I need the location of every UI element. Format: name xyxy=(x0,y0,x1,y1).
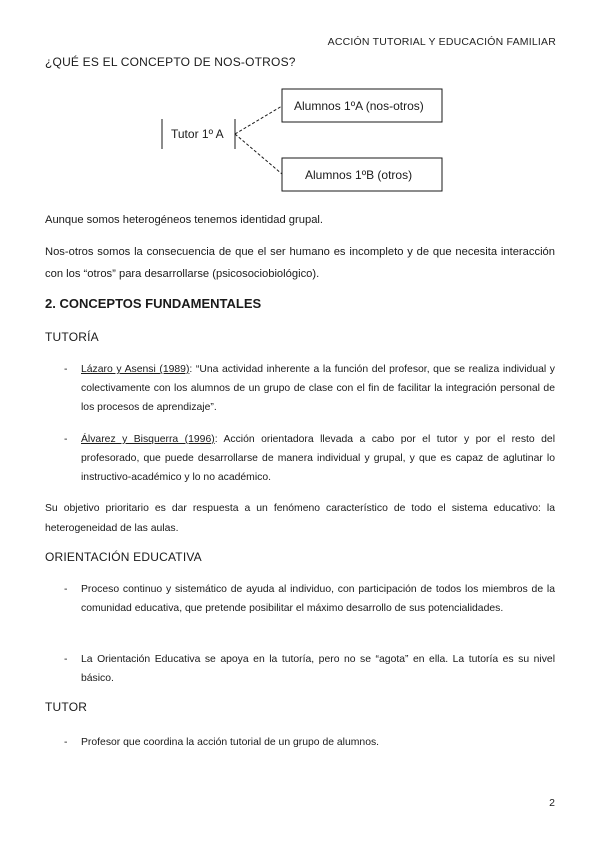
paragraph-identidad: Aunque somos heterogéneos tenemos identidad grupal. xyxy=(45,214,324,226)
connector-to-group-b xyxy=(235,134,282,174)
citation-lazaro: Lázaro y Asensi (1989) xyxy=(81,364,190,375)
bullet-marker: - xyxy=(64,434,68,445)
heading-tutoria: TUTORÍA xyxy=(45,330,99,344)
page-number: 2 xyxy=(549,797,555,809)
group-a-label: Alumnos 1ºA (nos-otros) xyxy=(294,99,424,113)
paragraph-nos-otros: Nos-otros somos la consecuencia de que el ser humano es incompleto y de que necesita interacción con los “otros” para desarrollarse (psicosociobiológico). xyxy=(45,246,555,280)
list-item-text: Profesor que coordina la acción tutorial de un grupo de alumnos. xyxy=(81,737,380,748)
list-item xyxy=(64,430,555,487)
group-b-label: Alumnos 1ºB (otros) xyxy=(305,168,413,182)
running-header: ACCIÓN TUTORIAL Y EDUCACIÓN FAMILIAR xyxy=(327,36,556,48)
list-item xyxy=(64,580,555,618)
list-item xyxy=(64,650,555,688)
citation-alvarez: Álvarez y Bisquerra (1996) xyxy=(81,434,215,445)
definition-text: : Acción orientadora llevada a cabo por el tutor y por el resto del profesorado, que puede desarrollarse de manera individual y grupal, y que es capaz de aglutinar lo instructivo-académico y lo no académico. xyxy=(81,434,555,483)
connector-to-group-a xyxy=(235,106,282,134)
paragraph-objetivo: Su objetivo prioritario es dar respuesta a un fenómeno característico de todo el sistema educativo: la heterogeneidad de las aulas. xyxy=(45,503,555,534)
list-item xyxy=(64,733,555,752)
definition-text: : “Una actividad inherente a la función del profesor, que se realiza individual y colectivamente con los alumnos de un grupo de clase con el fin de facilitar la integración personal de los procesos de aprendizaje”. xyxy=(81,364,555,413)
bullet-marker: - xyxy=(64,654,68,665)
section-title-conceptos: 2. CONCEPTOS FUNDAMENTALES xyxy=(45,296,262,311)
bullet-marker: - xyxy=(64,584,68,595)
heading-tutor: TUTOR xyxy=(45,700,88,714)
list-item-text: La Orientación Educativa se apoya en la tutoría, pero no se “agota” en ella. La tutoría es su nivel básico. xyxy=(81,654,555,684)
section-title-nos-otros: ¿QUÉ ES EL CONCEPTO DE NOS-OTROS? xyxy=(45,55,296,69)
tutor-node-label: Tutor 1º A xyxy=(171,127,224,141)
list-item xyxy=(64,360,555,417)
bullet-marker: - xyxy=(64,364,68,375)
bullet-marker: - xyxy=(64,737,68,748)
list-item-text: Proceso continuo y sistemático de ayuda al individuo, con participación de todos los miembros de la comunidad educativa, que pretende posibilitar el máximo desarrollo de sus potencialidades. xyxy=(81,584,555,614)
heading-orientacion: ORIENTACIÓN EDUCATIVA xyxy=(45,550,202,564)
nos-otros-diagram xyxy=(0,0,600,200)
